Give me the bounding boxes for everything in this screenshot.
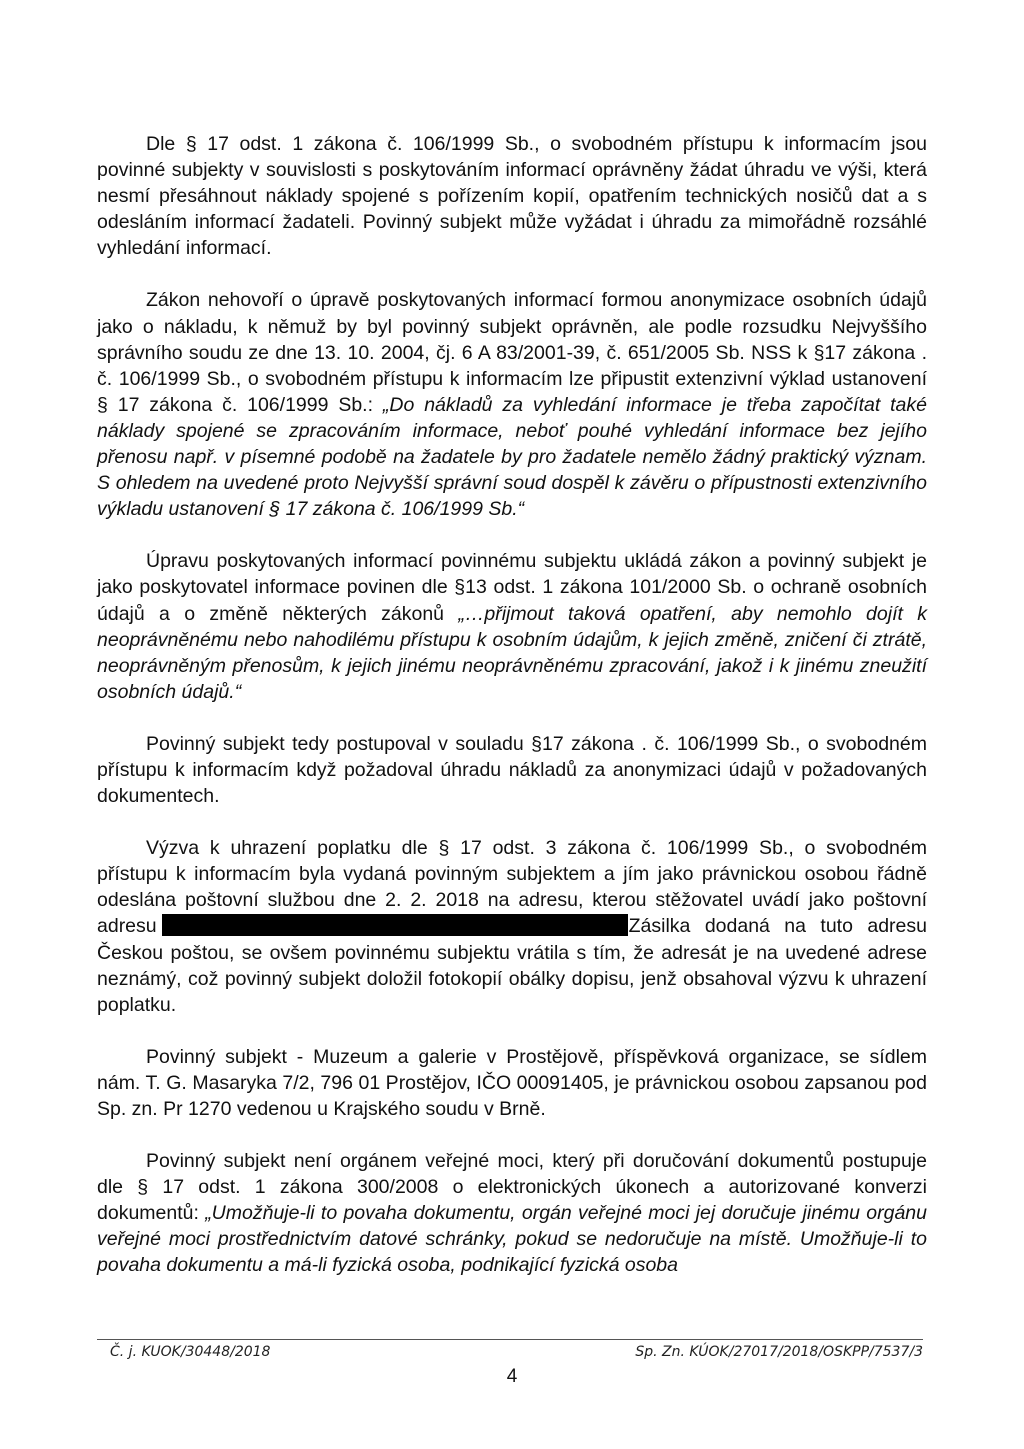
footer-divider bbox=[97, 1339, 923, 1340]
paragraph-text: Zákon nehovoří o úpravě poskytovaných informací formou anonymizace osobních údajů jako o nákladu, k němuž by byl povinný subjekt oprávněn, ale podle rozsudku Nejvyššího správního soudu ze dne 13. 10. 2004, čj. 6 A 83/2001-39, č. 651/2005 Sb. NSS k §17 zákona . č. 106/1999 Sb., o svobodném přístupu k informacím lze připustit extenzivní výklad ustanovení § 17 zákona č. 106/1999 Sb.: bbox=[97, 289, 927, 416]
page-number: 4 bbox=[506, 1366, 518, 1387]
paragraph bbox=[97, 1044, 927, 1122]
paragraph bbox=[97, 731, 927, 809]
paragraph-text: Povinný subjekt tedy postupoval v souladu §17 zákona . č. 106/1999 Sb., o svobodném přístupu k informacím když požadoval úhradu nákladů za anonymizaci údajů v požadovaných dokumentech. bbox=[97, 732, 927, 808]
law-quote: „Umožňuje-li to povaha dokumentu, orgán veřejné moci jej doručuje jinému orgánu veřejné moci prostřednictvím datové schránky, pokud se nedoručuje na místě. Umožňuje-li to povaha dokumentu a má-li fyzická osoba, podnikající fyzická osoba bbox=[97, 1202, 927, 1277]
paragraph bbox=[97, 131, 927, 261]
paragraph-text: Zásilka dodaná na tuto adresu Českou poštou, se ovšem povinnému subjektu vrátila s tím, že adresát je na uvedené adrese neznámý, což povinný subjekt doložil fotokopií obálky dopisu, jenž obsahoval výzvu k uhrazení poplatku. bbox=[97, 915, 927, 1016]
paragraph bbox=[97, 1148, 927, 1278]
court-quote: „Do nákladů za vyhledání informace je třeba započítat také náklady spojené se zpracováním informace, neboť pouhé vyhledání informace bez jejího přenosu např. v písemné podobě na žadatele by pro žadatele nemělo žádný praktický význam. S ohledem na uvedené proto Nejvyšší správní soud dospěl k závěru o přípustnosti extenzivního výkladu ustanovení § 17 zákona č. 106/1999 Sb.“ bbox=[97, 393, 928, 521]
redaction-bar bbox=[162, 914, 628, 936]
paragraph-text: Dle § 17 odst. 1 zákona č. 106/1999 Sb., o svobodném přístupu k informacím jsou povinné subjekty v souvislosti s poskytováním informací oprávněny žádat úhradu ve výši, která nesmí přesáhnout náklady spojené s pořízením kopií, opatřením technických nosičů dat a s odesláním informací žadateli. Povinný subjekt může vyžádat i úhradu za mimořádně rozsáhlé vyhledání informací. bbox=[97, 133, 927, 260]
paragraph bbox=[97, 548, 927, 705]
document-body bbox=[97, 131, 927, 1279]
paragraph bbox=[97, 835, 927, 1018]
footer-case-number: Č. j. KUOK/30448/2018 bbox=[110, 1344, 271, 1360]
paragraph-text: Úpravu poskytovaných informací povinnému subjektu ukládá zákon a povinný subjekt je jako poskytovatel informace povinen dle §13 odst. 1 zákona 101/2000 Sb. o ochraně osobních údajů a o změně některých zákonů bbox=[97, 550, 927, 625]
paragraph bbox=[97, 287, 927, 522]
law-quote: „…přijmout taková opatření, aby nemohlo dojít k neoprávněnému nebo nahodilému přístupu k osobním údajům, k jejich změně, zničení či ztrátě, neoprávněným přenosům, k jejich jinému neoprávněnému zpracování, jakož i k jinému zneužití osobních údajů.“ bbox=[97, 602, 927, 703]
paragraph-text: Povinný subjekt - Muzeum a galerie v Prostějově, příspěvková organizace, se sídlem nám. T. G. Masaryka 7/2, 796 01 Prostějov, IČO 00091405, je právnickou osobou zapsanou pod Sp. zn. Pr 1270 vedenou u Krajského soudu v Brně. bbox=[97, 1045, 927, 1120]
paragraph-text: Povinný subjekt není orgánem veřejné moci, který při doručování dokumentů postupuje dle § 17 odst. 1 zákona 300/2008 o elektronických úkonech a autorizované konverzi dokumentů: bbox=[97, 1150, 927, 1225]
footer-file-reference: Sp. Zn. KÚOK/27017/2018/OSKPP/7537/3 bbox=[635, 1344, 923, 1360]
paragraph-text: Výzva k uhrazení poplatku dle § 17 odst. 3 zákona č. 106/1999 Sb., o svobodném přístupu k informacím byla vydaná povinným subjektem a jím jako právnickou osobou řádně odeslána poštovní službou dne 2. 2. 2018 na adresu, kterou stěžovatel uvádí jako poštovní adresu bbox=[97, 837, 927, 938]
